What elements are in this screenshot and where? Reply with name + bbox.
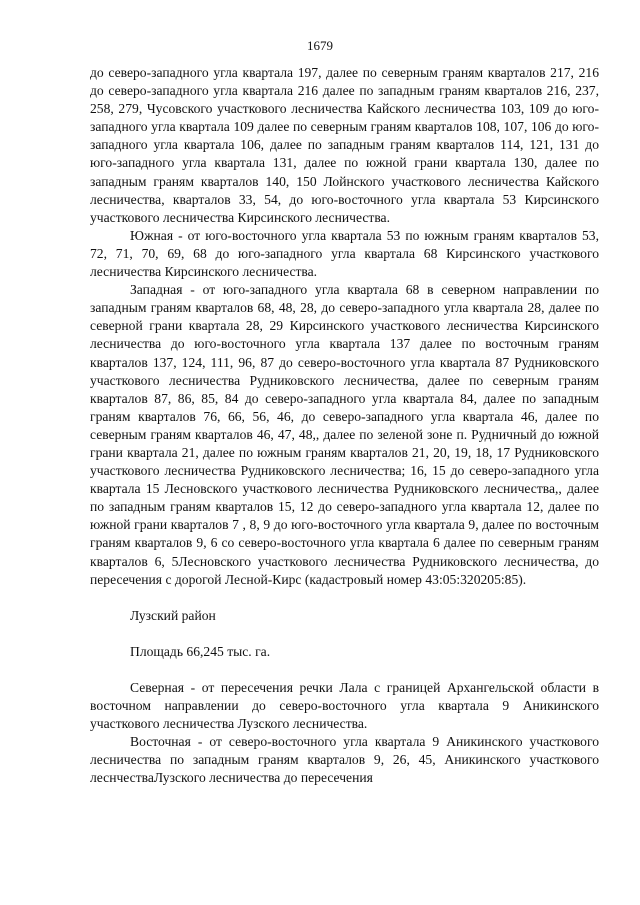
page-number: 1679 xyxy=(307,38,333,53)
district-area: Площадь 66,245 тыс. га. xyxy=(130,643,271,659)
paragraph-north-boundary: Северная - от пересечения речки Лала с границей Архангельской области в восточном направлении до северо-восточного угла квартала 9 Аникинского участкового лесничества Лузского лесничества. xyxy=(90,679,599,732)
district-heading: Лузский район xyxy=(130,607,216,623)
paragraph-west-boundary: Западная - от юго-западного угла квартала 68 в северном направлении по западным граням кварталов 68, 48, 28, до северо-западного угла квартала 28, далее по северной грани квартала 28, 29 Кирсинского участкового лесничества Кирсинского лесничества до юго-восточного угла квартала 137 далее по восточным граням кварталов 137, 124, 111, 96, 87 до северо-восточного угла квартала 87 Рудниковского участкового лесничества Рудниковского лесничества, далее по северным граням кварталов 87, 86, 85, 84 до северо-западного угла квартала 84, далее по западным граням кварталов 76, 66, 56, 46, до северо-западного угла квартала 46, далее по северным граням кварталов 46, 47, 48,, далее по зеленой зоне п. Рудничный до южной грани квартала 21, далее по южным граням кварталов 21, 20, 19, 18, 17 Рудниковского участкового лесничества Рудниковского лесничества; 16, 15 до северо-западного угла квартала 15 Лесновского участкового лесничества Рудниковского лесничества,, далее по западным граням кварталов 15, 12 до северо-западного угла квартала 12, далее по южной грани кварталов 7 , 8, 9 до юго-восточного угла квартала 9, далее по восточным граням кварталов 9, 6 со северо-восточного угла квартала 6 далее по северным граням кварталов 6, 5Лесновского участкового лесничества Рудниковского лесничества, до пересечения с дорогой Лесной-Кирс (кадастровый номер 43:05:320205:85). xyxy=(90,282,599,587)
paragraph-east-boundary: Восточная - от северо-восточного угла квартала 9 Аникинского участкового лесничества по западным граням кварталов 9, 26, 45, Аникинского участкового леснчестваЛузского лесничества до пересечения xyxy=(90,734,599,786)
paragraph-boundary-continuation: до северо-западного угла квартала 197, далее по северным граням кварталов 217, 216 до северо-западного угла квартала 216 далее по западным граням кварталов 216, 237, 258, 279, Чусовского участкового лесничества Кайского лесничества 103, 109 до юго-западного угла квартала 109 далее по северным граням кварталов 108, 107, 106 до юго-западного угла квартала 106, далее по западным граням кварталов 114, 121, 131 до юго-западного угла квартала 131, далее по южной грани квартала 130, далее по западным граням кварталов 140, 150 Лойнского участкового лесничества Кайского лесничества, кварталов 33, 54, до юго-восточного угла квартала 53 Кирсинского участкового лесничества Кирсинского лесничества. xyxy=(90,65,599,225)
document-body xyxy=(90,64,599,787)
paragraph-south-boundary: Южная - от юго-восточного угла квартала 53 по южным граням кварталов 53, 72, 71, 70, 69, 68 до юго-западного угла квартала 68 Кирсинского участкового лесничества Кирсинского лесничества. xyxy=(90,227,599,280)
